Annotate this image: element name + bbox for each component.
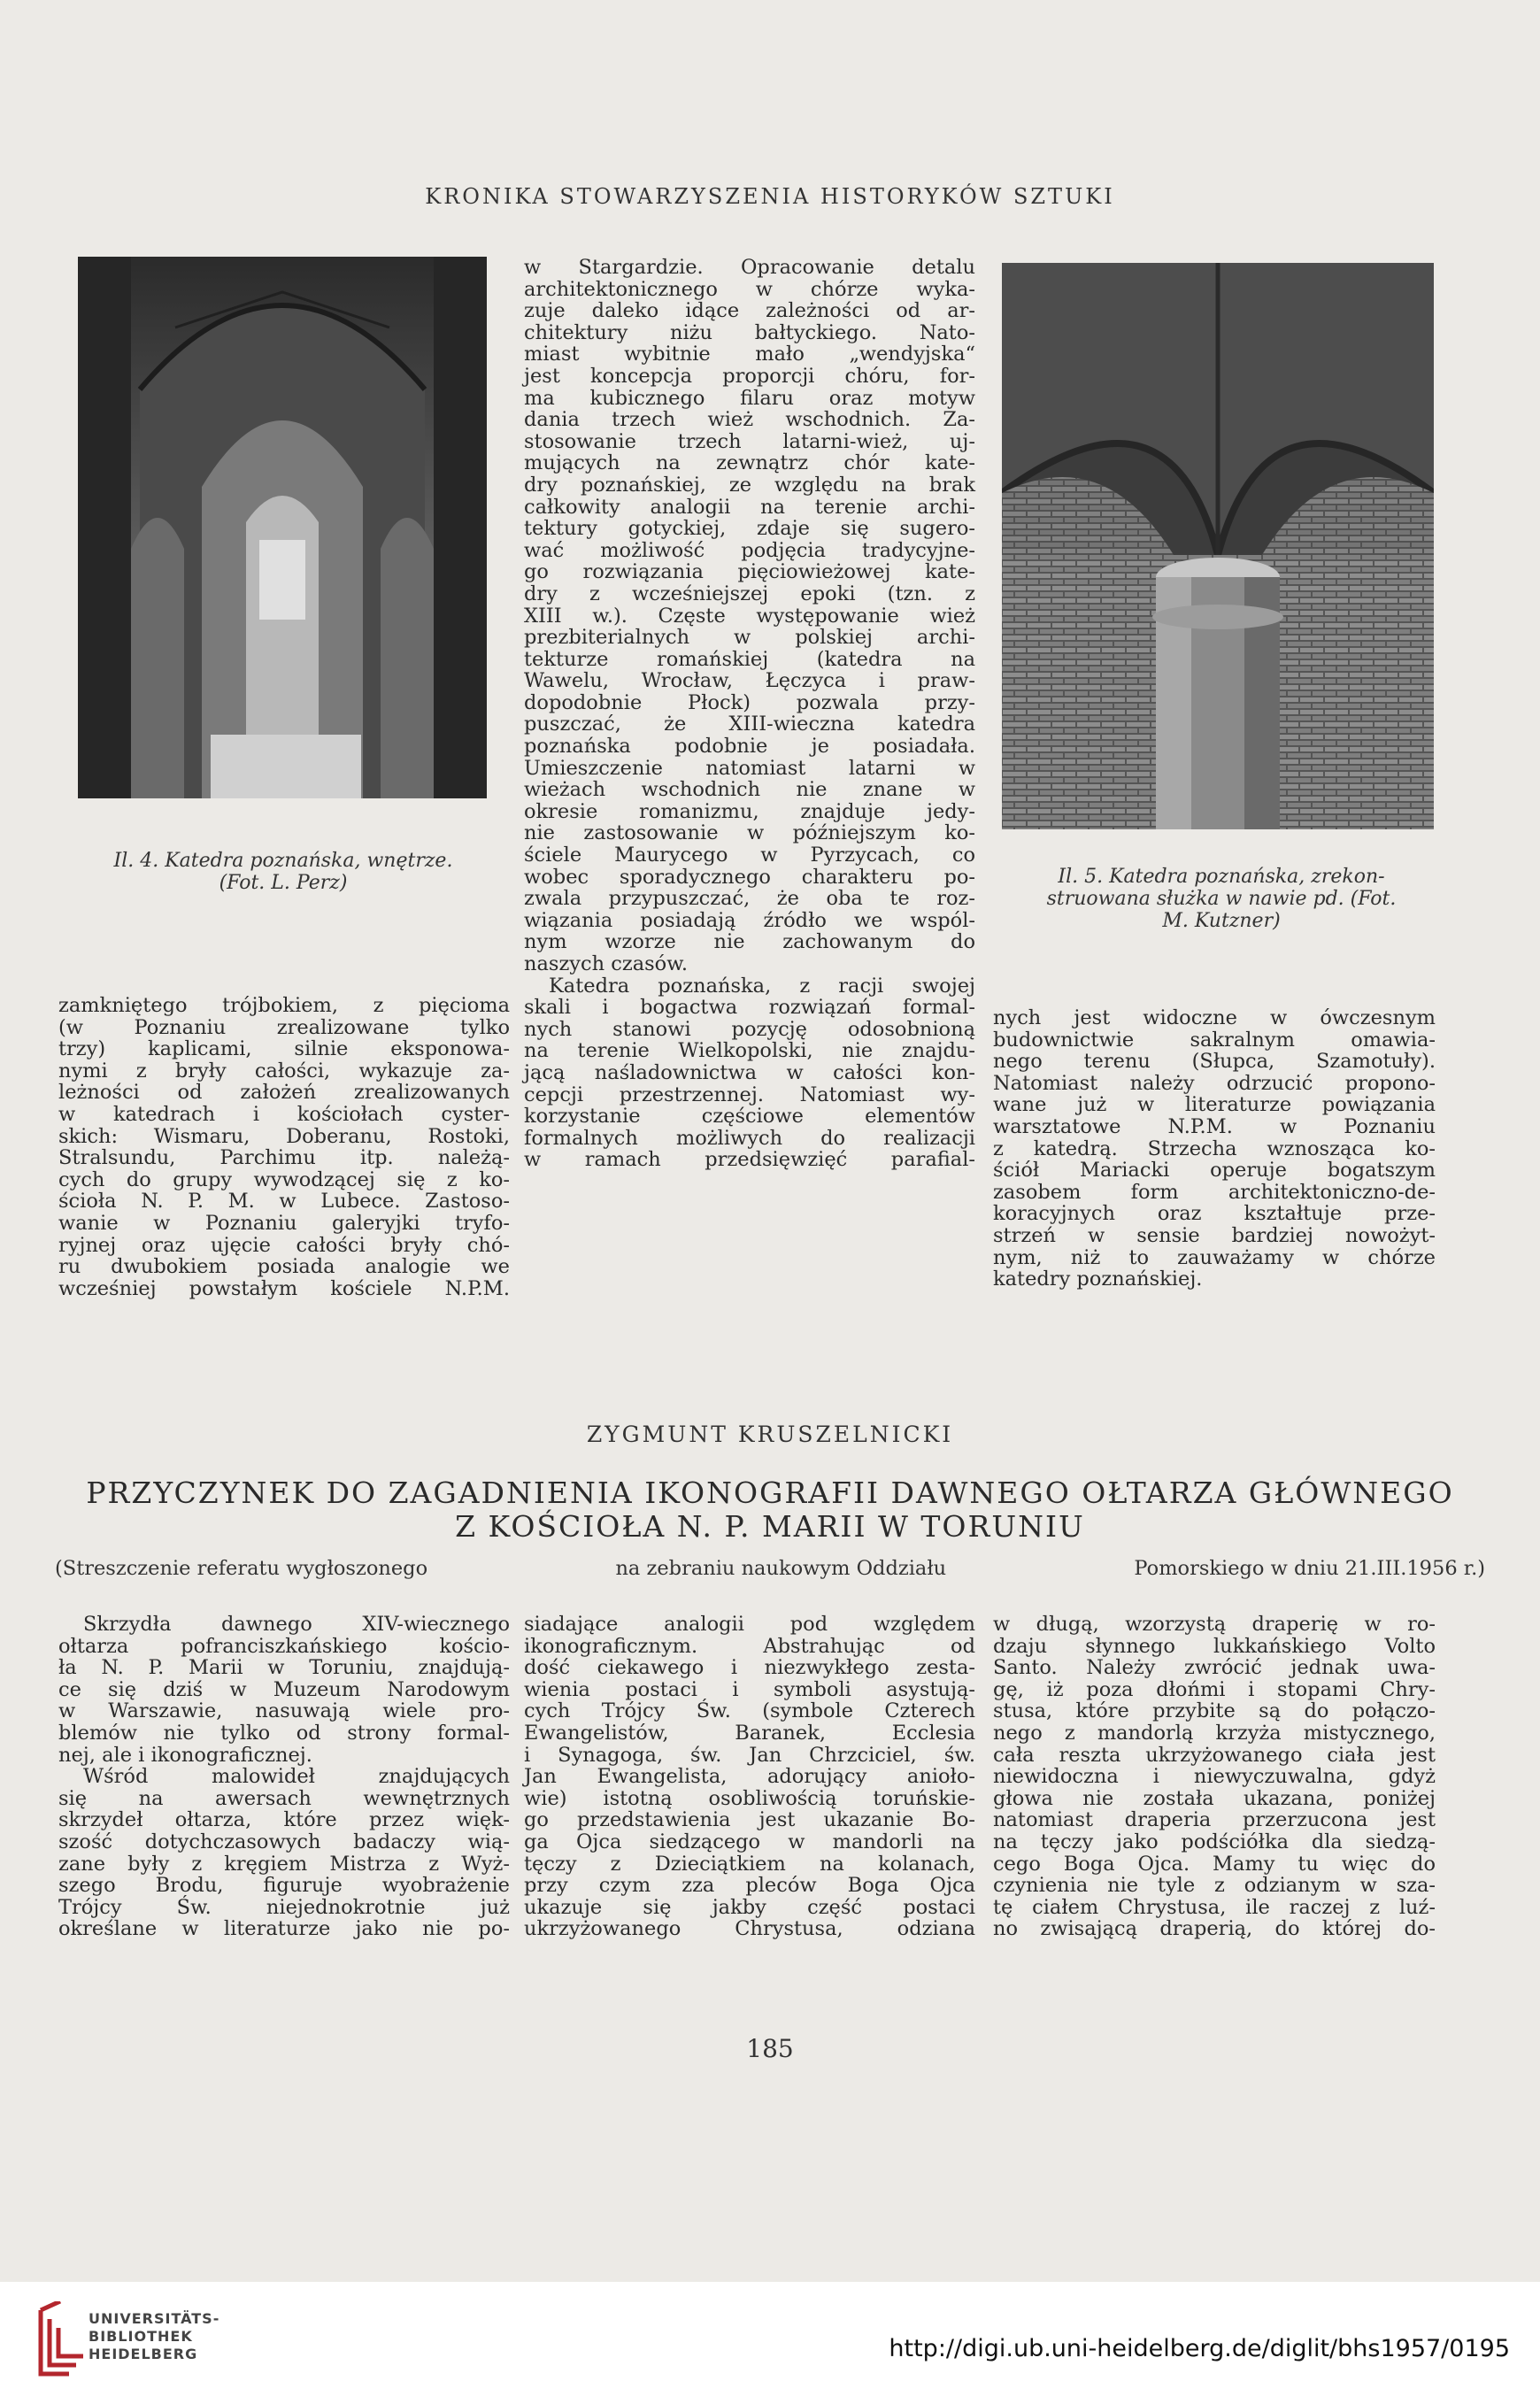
- text-line: zane były z kręgiem Mistrza z Wyż-: [58, 1852, 510, 1876]
- text-line: korzystanie częściowe elementów: [524, 1105, 975, 1129]
- text-line: całkowity analogii na terenie archi-: [524, 495, 975, 519]
- text-line: nym wzorze nie zachowanym do: [524, 930, 975, 954]
- text-line: dry z wcześniejszej epoki (tzn. z: [524, 582, 975, 605]
- figure-5-caption: [989, 866, 1453, 932]
- text-line: nego z mandorlą krzyża mistycznego,: [993, 1721, 1436, 1745]
- figure-4-photo: [78, 257, 487, 798]
- text-line: nej, ale i ikonograficznej.: [58, 1743, 312, 1767]
- text-line: skali i bogactwa rozwiązań formal-: [524, 996, 975, 1020]
- text-line: cała reszta ukrzyżowanego ciała jest: [993, 1743, 1436, 1767]
- title-line: Z KOŚCIOŁA N. P. MARII W TORUNIU: [455, 1509, 1085, 1544]
- figure-5-photo: [1002, 263, 1434, 829]
- text-line: określane w literaturze jako nie po-: [58, 1917, 510, 1941]
- article-title: [53, 1476, 1487, 1544]
- text-line: w długą, wzorzystą draperię w ro-: [993, 1613, 1436, 1636]
- text-line: naszych czasów.: [524, 952, 688, 975]
- text-line: tę ciałem Chrystusa, ile raczej z luź-: [993, 1895, 1436, 1919]
- brick-column-vault-photo: [1002, 263, 1434, 829]
- text-line: gę, iż poza dłońmi i stopami Chry-: [993, 1677, 1436, 1701]
- caption-line: (Fot. L. Perz): [219, 872, 348, 894]
- text-line: ścioła N. P. M. w Lubece. Zastoso-: [58, 1190, 510, 1214]
- figure-4-caption: [53, 850, 513, 894]
- text-line: cego Boga Ojca. Mamy tu więc do: [993, 1852, 1436, 1876]
- top-middle-column: [524, 257, 975, 1171]
- text-line: (w Poznaniu zrealizowane tylko: [58, 1015, 510, 1039]
- text-line: XIII w.). Częste występowanie wież: [524, 604, 975, 628]
- text-line: stusa, które przybite są do połączo-: [993, 1699, 1436, 1723]
- text-line: zuje daleko idące zależności od ar-: [524, 299, 975, 323]
- text-line: leżności od założeń zrealizowanych: [58, 1081, 510, 1105]
- text-line: trzy) kaplicami, silnie eksponowa-: [58, 1037, 510, 1061]
- bottom-left-column: [58, 1614, 510, 1940]
- text-line: dry poznańskiej, ze względu na brak: [524, 473, 975, 497]
- text-line: stosowanie trzech latarni-wież, uj-: [524, 429, 975, 453]
- text-line: się na awersach wewnętrznych: [58, 1786, 510, 1810]
- text-line: szość dotychczasowych badaczy wią-: [58, 1830, 510, 1853]
- text-line: wobec sporadycznego charakteru po-: [524, 865, 975, 889]
- text-line: Umieszczenie natomiast latarni w: [524, 756, 975, 780]
- text-line: go rozwiązania pięciowieżowej kate-: [524, 560, 975, 584]
- text-line: szego Brodu, figuruje wyobrażenie: [58, 1874, 510, 1898]
- text-line: dzaju słynnego lukkańskiego Volto: [993, 1634, 1436, 1658]
- text-line: w Warszawie, nasuwają wiele pro-: [58, 1699, 510, 1723]
- text-line: niewidoczna i niewyczuwalna, gdyż: [993, 1765, 1436, 1789]
- caption-line: struowana służka w nawie pd. (Fot.: [1046, 888, 1397, 910]
- logo-line: UNIVERSITÄTS-: [89, 2310, 220, 2327]
- text-line: cepcji przestrzennej. Natomiast wy-: [524, 1083, 975, 1106]
- text-line: miast wybitnie mało „wendyjska“: [524, 343, 975, 366]
- text-line: ołtarza pofranciszkańskiego kościo-: [58, 1634, 510, 1658]
- text-line: i Synagoga, św. Jan Chrzciciel, św.: [524, 1743, 975, 1767]
- text-line: architektonicznego w chórze wyka-: [524, 277, 975, 301]
- text-line: tektury gotyckiej, zdaje się sugero-: [524, 517, 975, 541]
- running-head: KRONIKA STOWARZYSZENIA HISTORYKÓW SZTUKI: [425, 184, 1115, 209]
- text-line: ma kubicznego filaru oraz motyw: [524, 386, 975, 410]
- text-line: ikonograficznym. Abstrahując od: [524, 1634, 975, 1658]
- text-line: dopodobnie Płock) pozwala przy-: [524, 690, 975, 714]
- text-line: ryjnej oraz ujęcie całości bryły chó-: [58, 1233, 510, 1257]
- text-line: go przedstawienia jest ukazanie Bo-: [524, 1808, 975, 1832]
- article-author: ZYGMUNT KRUSZELNICKI: [586, 1422, 954, 1447]
- text-line: ru dwubokiem posiada analogie we: [58, 1255, 510, 1279]
- text-line: strzeń w sensie bardziej nowożyt-: [993, 1223, 1436, 1247]
- text-line: ukrzyżowanego Chrystusa, odziana: [524, 1917, 975, 1941]
- text-line: nego terenu (Słupca, Szamotuły).: [993, 1050, 1436, 1074]
- text-line: w ramach przedsięwzięć parafial-: [524, 1148, 975, 1172]
- text-line: Wawelu, Wrocław, Łęczyca i praw-: [524, 669, 975, 693]
- text-line: formalnych możliwych do realizacji: [524, 1126, 975, 1150]
- text-line: Wśród malowideł znajdujących: [83, 1765, 510, 1789]
- text-line: ukazuje się jakby część postaci: [524, 1895, 975, 1919]
- library-logo-text: [89, 2310, 219, 2363]
- page-number: 185: [746, 2034, 794, 2063]
- text-line: nymi z bryły całości, wykazuje za-: [58, 1059, 510, 1083]
- text-line: ściół Mariacki operuje bogatszym: [993, 1159, 1436, 1183]
- text-line: wać możliwość podjęcia tradycyjne-: [524, 538, 975, 562]
- text-line: budownictwie sakralnym omawia-: [993, 1028, 1436, 1052]
- text-line: siadające analogii pod względem: [524, 1613, 975, 1636]
- caption-line: Il. 4. Katedra poznańska, wnętrze.: [113, 850, 453, 872]
- subtitle-part: Pomorskiego w dniu 21.III.1956 r.): [1134, 1557, 1485, 1580]
- text-line: warsztatowe N.P.M. w Poznaniu: [993, 1114, 1436, 1138]
- text-line: dość ciekawego i niezwykłego zesta-: [524, 1656, 975, 1680]
- text-line: dania trzech wież wschodnich. Za-: [524, 408, 975, 432]
- text-line: zamkniętego trójbokiem, z pięcioma: [58, 994, 510, 1017]
- text-line: tekturze romańskiej (katedra na: [524, 647, 975, 671]
- text-line: poznańska podobnie je posiadała.: [524, 735, 975, 759]
- text-line: natomiast draperia przerzucona jest: [993, 1808, 1436, 1832]
- text-line: z katedrą. Strzecha wznosząca ko-: [993, 1137, 1436, 1160]
- text-line: wienia postaci i symboli asystują-: [524, 1677, 975, 1701]
- text-line: ce się dziś w Muzeum Narodowym: [58, 1677, 510, 1701]
- text-line: wiązania posiadają źródło we wspól-: [524, 908, 975, 932]
- text-line: koracyjnych oraz kształtuje prze-: [993, 1202, 1436, 1226]
- text-line: ga Ojca siedzącego w mandorli na: [524, 1830, 975, 1853]
- text-line: mujących na zewnątrz chór kate-: [524, 451, 975, 475]
- text-line: Natomiast należy odrzucić propono-: [993, 1071, 1436, 1095]
- text-line: nie zastosowanie w późniejszym ko-: [524, 821, 975, 845]
- text-line: nym, niż to zauważamy w chórze: [993, 1245, 1436, 1269]
- text-line: wie) istotną osobliwością toruńskie-: [524, 1786, 975, 1810]
- caption-line: M. Kutzner): [1162, 910, 1281, 932]
- text-line: Ewangelistów, Baranek, Ecclesia: [524, 1721, 975, 1745]
- bottom-middle-column: [524, 1614, 975, 1940]
- text-line: Stralsundu, Parchimu itp. należą-: [58, 1146, 510, 1170]
- text-line: wieżach wschodnich nie znane w: [524, 778, 975, 802]
- text-line: skrzydeł ołtarza, które przez więk-: [58, 1808, 510, 1832]
- text-line: cych do grupy wywodzącej się z ko-: [58, 1167, 510, 1191]
- text-line: zasobem form architektoniczno-de-: [993, 1180, 1436, 1204]
- text-line: w katedrach i kościołach cyster-: [58, 1102, 510, 1126]
- text-line: zwala przypuszczać, że oba te roz-: [524, 887, 975, 911]
- text-line: jącą naśladownictwa w całości kon-: [524, 1060, 975, 1084]
- library-logo-icon: [34, 2301, 96, 2383]
- text-line: Trójcy Św. niejednokrotnie już: [58, 1895, 510, 1919]
- logo-line: BIBLIOTHEK: [89, 2328, 193, 2345]
- cathedral-interior-photo: [78, 257, 487, 798]
- caption-line: Il. 5. Katedra poznańska, zrekon-: [1058, 866, 1385, 888]
- text-line: no zwisającą draperią, do której do-: [993, 1917, 1436, 1941]
- text-line: wcześniej powstałym kościele N.P.M.: [58, 1276, 510, 1300]
- text-line: wanie w Poznaniu galeryjki tryfo-: [58, 1211, 510, 1235]
- text-line: Skrzydła dawnego XIV-wiecznego: [83, 1613, 510, 1636]
- text-line: Jan Ewangelista, adorujący anioło-: [524, 1765, 975, 1789]
- text-line: cych Trójcy Św. (symbole Czterech: [524, 1699, 975, 1723]
- text-line: nych jest widoczne w ówczesnym: [993, 1006, 1436, 1029]
- title-line: PRZYCZYNEK DO ZAGADNIENIA IKONOGRAFII DAWNEGO OŁTARZA GŁÓWNEGO: [86, 1476, 1454, 1510]
- text-line: głowa nie została ukazana, poniżej: [993, 1786, 1436, 1810]
- text-line: nych stanowi pozycję odosobnioną: [524, 1017, 975, 1041]
- text-line: jest koncepcja proporcji chóru, for-: [524, 364, 975, 388]
- text-line: skich: Wismaru, Doberanu, Rostoki,: [58, 1124, 510, 1148]
- bottom-right-column: [993, 1614, 1436, 1940]
- subtitle-part: (Streszczenie referatu wygłoszonego: [55, 1557, 428, 1580]
- text-line: Santo. Należy zwrócić jednak uwa-: [993, 1656, 1436, 1680]
- text-line: prezbiterialnych w polskiej archi-: [524, 626, 975, 650]
- footer-bar: [0, 2282, 1540, 2404]
- text-line: wane już w literaturze powiązania: [993, 1093, 1436, 1117]
- text-line: w Stargardzie. Opracowanie detalu: [524, 256, 975, 279]
- text-line: blemów nie tylko od strony formal-: [58, 1721, 510, 1745]
- text-line: czynienia nie tyle z odzianym w sza-: [993, 1874, 1436, 1898]
- logo-line: HEIDELBERG: [89, 2346, 198, 2362]
- source-url-link[interactable]: http://digi.ub.uni-heidelberg.de/diglit/bhs1957/0195: [889, 2335, 1510, 2362]
- text-line: ła N. P. Marii w Toruniu, znajdują-: [58, 1656, 510, 1680]
- subtitle-part: na zebraniu naukowym Oddziału: [615, 1557, 947, 1580]
- text-line: okresie romanizmu, znajduje jedy-: [524, 799, 975, 823]
- text-line: chitektury niżu bałtyckiego. Nato-: [524, 320, 975, 344]
- text-line: puszczać, że XIII-wieczna katedra: [524, 713, 975, 736]
- top-left-column: [58, 995, 510, 1299]
- text-line: na tęczy jako podściółka dla siedzą-: [993, 1830, 1436, 1853]
- text-line: przy czym zza pleców Boga Ojca: [524, 1874, 975, 1898]
- text-line: ściele Maurycego w Pyrzycach, co: [524, 844, 975, 867]
- top-right-column: [993, 1007, 1436, 1291]
- text-line: tęczy z Dzieciątkiem na kolanach,: [524, 1852, 975, 1876]
- text-line: katedry poznańskiej.: [993, 1267, 1203, 1291]
- text-line: Katedra poznańska, z racji swojej: [549, 974, 975, 998]
- article-subtitle: [55, 1557, 1485, 1580]
- text-line: na terenie Wielkopolski, nie znajdu-: [524, 1039, 975, 1063]
